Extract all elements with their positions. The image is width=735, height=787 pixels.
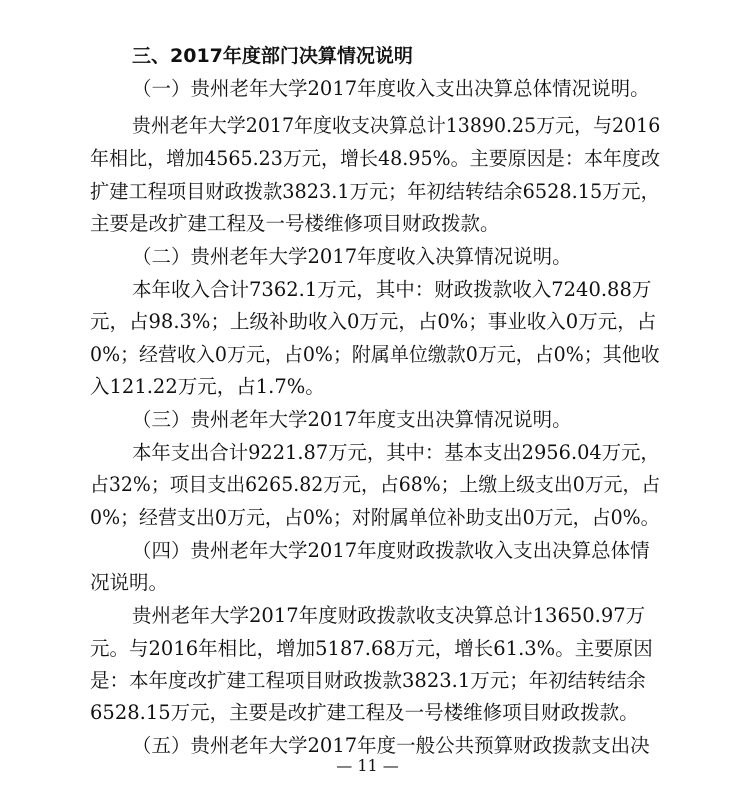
section-3-line-1: 本年支出合计9221.87万元，其中：基本支出2956.04万元， <box>132 441 660 464</box>
section-4-line-2: 元。与2016年相比，增加5187.68万元，增长61.3%。主要原因 <box>90 637 653 660</box>
section-2-line-3: 0%；经营收入0万元，占0%；附属单位缴款0万元，占0%；其他收 <box>90 343 660 366</box>
section-3-line-2: 占32%；项目支出6265.82万元，占68%；上缴上级支出0万元，占 <box>90 473 661 496</box>
page-number: — 11 — <box>336 756 399 775</box>
section-2-line-4: 入121.22万元，占1.7%。 <box>90 375 325 398</box>
section-1-title: （一）贵州老年大学2017年度收入支出决算总体情况说明。 <box>132 77 650 100</box>
section-heading: 三、2017年度部门决算情况说明 <box>132 45 413 67</box>
section-4-title-cont: 况说明。 <box>90 571 169 594</box>
section-2-line-2: 元，占98.3%；上级补助收入0万元，占0%；事业收入0万元，占 <box>90 310 657 333</box>
section-5-title: （五）贵州老年大学2017年度一般公共预算财政拨款支出决 <box>132 734 650 757</box>
section-4-line-4: 6528.15万元，主要是改扩建工程及一号楼维修项目财政拨款。 <box>90 701 639 724</box>
section-1-line-1: 贵州老年大学2017年度收支决算总计13890.25万元，与2016 <box>132 114 661 137</box>
section-3-title: （三）贵州老年大学2017年度支出决算情况说明。 <box>132 408 572 431</box>
section-4-line-3: 是：本年度改扩建工程项目财政拨款3823.1万元；年初结转结余 <box>90 669 646 692</box>
section-1-line-2: 年相比，增加4565.23万元，增长48.95%。主要原因是：本年度改 <box>90 147 660 170</box>
section-4-title: （四）贵州老年大学2017年度财政拨款收入支出决算总体情 <box>132 539 650 562</box>
section-1-line-3: 扩建工程项目财政拨款3823.1万元；年初结转结余6528.15万元， <box>90 180 660 203</box>
section-3-line-3: 0%；经营支出0万元，占0%；对附属单位补助支出0万元，占0%。 <box>90 506 660 529</box>
section-2-title: （二）贵州老年大学2017年度收入决算情况说明。 <box>132 245 572 268</box>
section-1-line-4: 主要是改扩建工程及一号楼维修项目财政拨款。 <box>90 212 500 235</box>
section-2-line-1: 本年收入合计7362.1万元，其中：财政拨款收入7240.88万 <box>132 278 652 301</box>
section-4-line-1: 贵州老年大学2017年度财政拨款收支决算总计13650.97万 <box>132 604 646 627</box>
